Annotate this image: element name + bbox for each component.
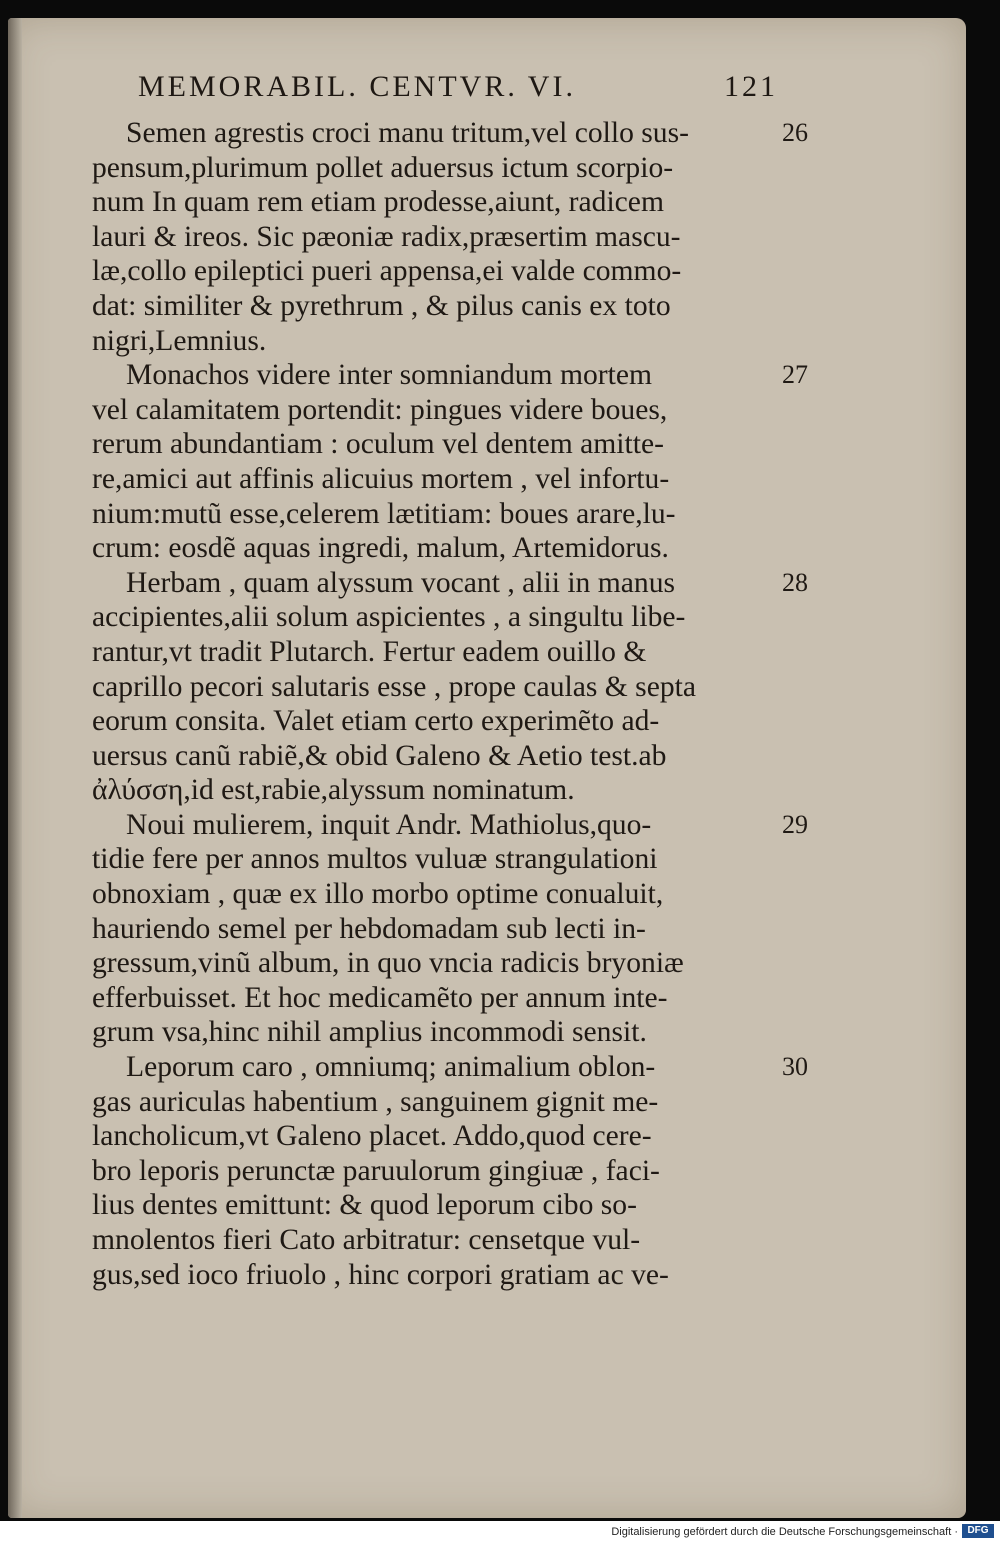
text-line	[92, 600, 782, 635]
line-text: crum: eosdẽ aquas ingredi, malum, Artemidorus.	[92, 532, 669, 565]
text-line	[92, 981, 782, 1016]
text-line	[92, 635, 782, 670]
line-text: num In quam rem etiam prodesse,aiunt, radicem	[92, 186, 664, 219]
margin-number: 26	[782, 118, 808, 147]
margin-number: 30	[782, 1052, 808, 1082]
line-text: gas auriculas habentium , sanguinem gignit me-	[92, 1085, 659, 1118]
line-text: rerum abundantiam : oculum vel dentem amitte-	[92, 428, 664, 461]
text-line	[92, 877, 782, 912]
line-text: tidie fere per annos multos vuluæ strangulationi	[92, 843, 658, 876]
line-text: accipientes,alii solum aspicientes , a singultu libe-	[92, 601, 686, 634]
text-line	[92, 670, 782, 705]
margin-number: 28	[782, 567, 808, 597]
text-line	[92, 739, 782, 774]
text-line	[92, 497, 782, 532]
line-text: gressum,vinũ album, in quo vncia radicis bryoniæ	[92, 947, 684, 980]
line-text: vel calamitatem portendit: pingues videre boues,	[92, 393, 668, 426]
text-line	[92, 393, 782, 428]
text-line	[92, 185, 782, 220]
text-line	[92, 566, 808, 601]
line-text: gus,sed ioco friuolo , hinc corpori gratiam ac ve-	[92, 1258, 669, 1291]
line-text: caprillo pecori salutaris esse , prope caulas & septa	[92, 670, 696, 703]
text-line	[92, 289, 782, 324]
text-line	[92, 151, 782, 186]
text-line	[92, 1188, 782, 1223]
line-text: dat: similiter & pyrethrum , & pilus canis ex toto	[92, 289, 671, 322]
line-text: Monachos videre inter somniandum mortem	[126, 359, 652, 392]
text-line	[92, 358, 808, 393]
book-page	[8, 18, 966, 1518]
body-text	[92, 116, 808, 1292]
line-text: bro leporis perunctæ paruulorum gingiuæ , faci-	[92, 1154, 660, 1187]
margin-number: 27	[782, 360, 808, 390]
text-line	[92, 324, 782, 359]
text-line	[92, 1258, 782, 1293]
line-text: mnolentos fieri Cato arbitratur: censetque vul-	[92, 1224, 641, 1256]
line-text: pensum,plurimum pollet aduersus ictum scorpio-	[92, 151, 674, 184]
text-line	[92, 254, 782, 289]
text-line	[92, 912, 782, 947]
margin-number: 29	[782, 809, 808, 839]
funding-note: Digitalisierung gefördert durch die Deutsche Forschungsgemeinschaft ·	[611, 1526, 958, 1538]
line-text: grum vsa,hinc nihil amplius incommodi sensit.	[92, 1016, 647, 1049]
line-text: ἀλύσση,id est,rabie,alyssum nominatum.	[92, 774, 575, 807]
text-line	[92, 1119, 782, 1154]
text-line	[92, 220, 782, 255]
text-line	[92, 1154, 782, 1189]
dfg-logo: DFG	[962, 1524, 994, 1538]
line-text: lauri & ireos. Sic pæoniæ radix,præsertim mascu-	[92, 220, 681, 253]
line-text: Semen agrestis croci manu tritum,vel collo sus-	[126, 117, 689, 149]
line-text: uersus canũ rabiẽ,& obid Galeno & Aetio test.ab	[92, 739, 667, 772]
line-text: obnoxiam , quæ ex illo morbo optime conualuit,	[92, 878, 664, 911]
line-text: hauriendo semel per hebdomadam sub lecti in-	[92, 912, 646, 945]
line-text: Noui mulierem, inquit Andr. Mathiolus,quo-	[126, 808, 652, 841]
line-text: re,amici aut affinis alicuius mortem , vel infortu-	[92, 462, 670, 495]
page-gutter	[8, 18, 22, 1518]
running-header	[138, 70, 778, 114]
line-text: nigri,Lemnius.	[92, 324, 267, 357]
text-line	[92, 531, 782, 566]
text-line	[92, 1085, 782, 1120]
text-line	[92, 842, 782, 877]
text-line	[92, 427, 782, 462]
footer-bar	[0, 1521, 1000, 1543]
line-text: efferbuisset. Et hoc medicamẽto per annum inte-	[92, 981, 668, 1014]
text-line	[92, 1223, 782, 1258]
line-text: Herbam , quam alyssum vocant , alii in manus	[126, 566, 676, 599]
line-text: lius dentes emittunt: & quod leporum cibo so-	[92, 1189, 637, 1222]
page-number: 121	[724, 70, 778, 103]
text-line	[92, 1015, 782, 1050]
line-text: rantur,vt tradit Plutarch. Fertur eadem ouillo &	[92, 635, 647, 668]
text-line	[92, 462, 782, 497]
line-text: lancholicum,vt Galeno placet. Addo,quod cere-	[92, 1120, 652, 1153]
running-title: MEMORABIL. CENTVR. VI.	[138, 70, 576, 103]
text-line	[92, 704, 782, 739]
text-line	[92, 116, 808, 151]
text-line	[92, 808, 808, 843]
line-text: Leporum caro , omniumq; animalium oblon-	[126, 1051, 656, 1084]
line-text: eorum consita. Valet etiam certo experimẽto ad-	[92, 705, 660, 738]
text-line	[92, 1050, 808, 1085]
text-line	[92, 773, 782, 808]
line-text: læ,collo epileptici pueri appensa,ei valde commo-	[92, 255, 682, 288]
line-text: nium:mutũ esse,celerem lætitiam: boues arare,lu-	[92, 497, 676, 530]
text-line	[92, 946, 782, 981]
